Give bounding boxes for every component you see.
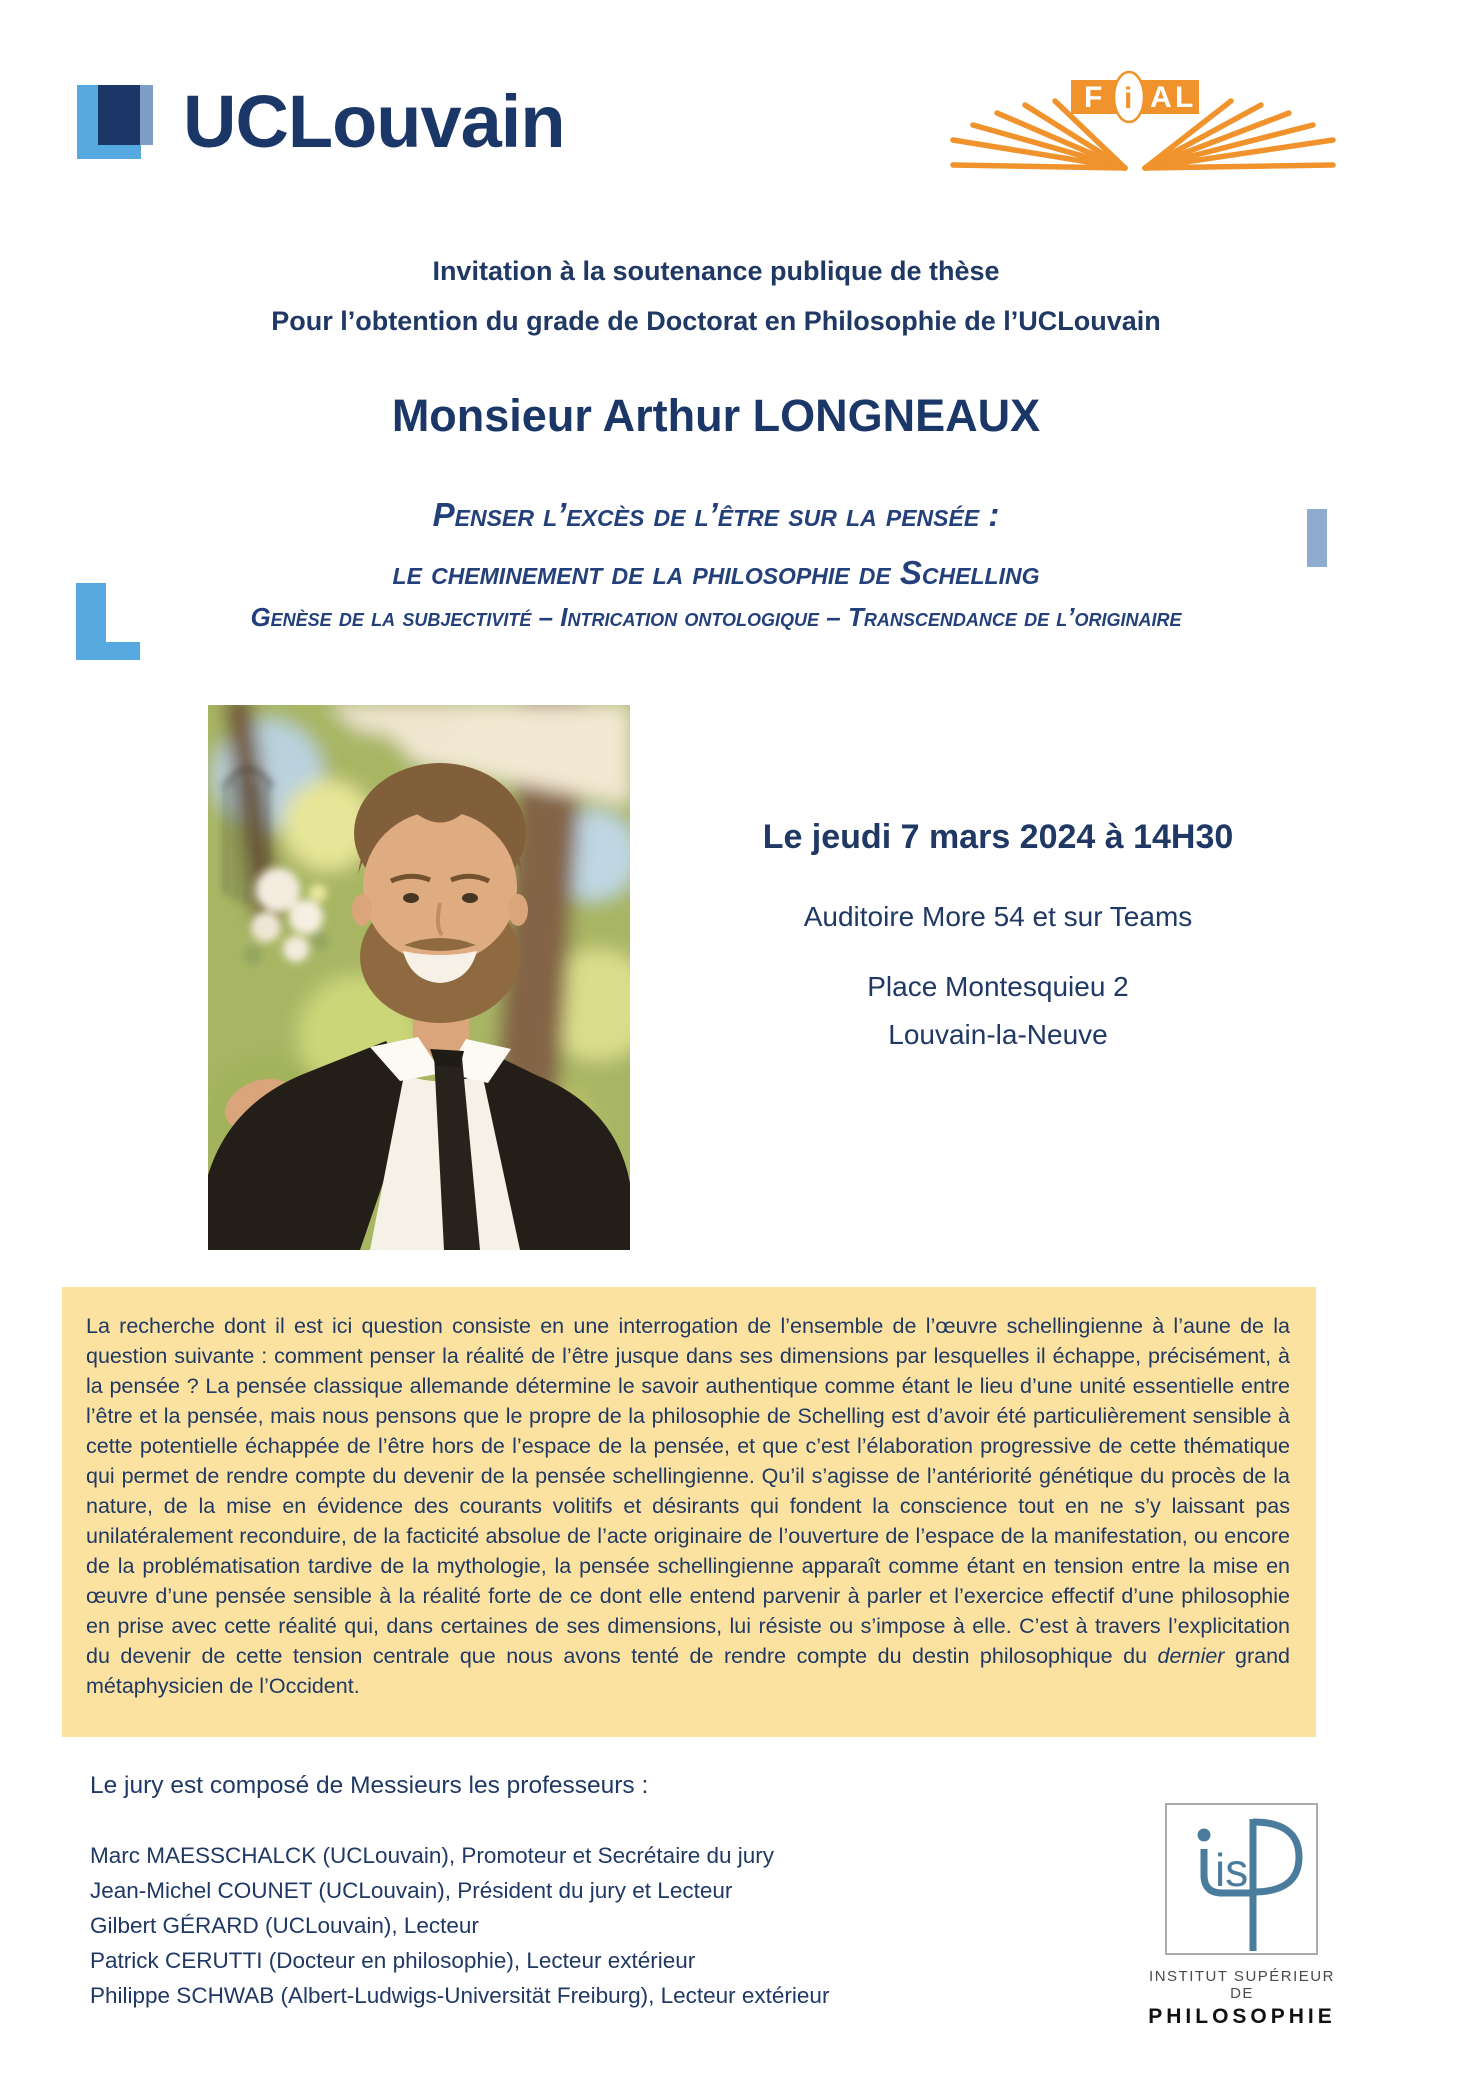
- event-address-street: Place Montesquieu 2: [867, 971, 1129, 1002]
- fial-logo: [946, 52, 1338, 174]
- jury-member: Jean-Michel COUNET (UCLouvain), Président du jury et Lecteur: [90, 1878, 733, 1903]
- jury-list: [90, 1838, 829, 2013]
- isp-caption-line-1: INSTITUT SUPÉRIEUR DE: [1149, 1968, 1335, 2002]
- jury-member: Philippe SCHWAB (Albert-Ludwigs-Universität Freiburg), Lecteur extérieur: [90, 1983, 830, 2008]
- decorative-l-foot: [76, 642, 140, 660]
- isp-caption-line-2: PHILOSOPHIE: [1148, 2005, 1336, 2028]
- event-venue: Auditoire More 54 et sur Teams: [803, 901, 1193, 932]
- event-datetime: Le jeudi 7 mars 2024 à 14H30: [762, 818, 1234, 856]
- isp-i-dot: [1198, 1829, 1211, 1842]
- fial-letter-a: A: [1150, 81, 1172, 114]
- invitation-line-1: Invitation à la soutenance publique de thèse: [432, 256, 1000, 286]
- decorative-blue-bar: [1307, 509, 1327, 567]
- isp-letter-s: is: [1215, 1844, 1249, 1896]
- uclouvain-logo: [77, 80, 637, 165]
- photo-warm-overlay: [208, 705, 630, 1250]
- abstract-text-tail: grand métaphysicien de l’Occident.: [86, 1644, 1290, 1698]
- event-address-city: Louvain-la-Neuve: [888, 1019, 1108, 1050]
- thesis-subtitle: Genèse de la subjectivité – Intrication ontologique – Transcendance de l’originaire: [250, 602, 1182, 632]
- candidate-name: Monsieur Arthur LONGNEAUX: [391, 390, 1041, 441]
- thesis-abstract: [62, 1287, 1316, 1737]
- isp-monogram: [1167, 1805, 1316, 1953]
- abstract-text: La recherche dont il est ici question consiste en une interrogation de l’ensemble de l’œuvre schellingienne à l’aune de la question suivante : comment penser la réalité de l’être jusque dans ses dimensions par lesquelles il échappe, précisément, à la pensée ? La pensée classique allemande détermine le savoir authentique comme étant le lieu d’une unité essentielle entre l’être et la pensée, mais nous pensons que le propre de la philosophie de Schelling est d’avoir été particulièrement sensible à cette potentielle échappée de l’être hors de l’espace de la pensée, et que c’est l’élaboration progressive de cette thématique qui permet de rendre compte du devenir de la pensée schellingienne. Qu’il s’agisse de l’antériorité génétique du procès de la nature, de la mise en évidence des courants volitifs et désirants qui fondent la conscience tout en ne s’y laissant pas unilatéralement reconduire, de la facticité absolue de l’acte originaire de l’ouverture de l’espace de la manifestation, ou encore de la problématisation tardive de la mythologie, la pensée schellingienne apparaît comme étant en tension entre la mise en œuvre d’une pensée sensible à la réalité forte de ce dont elle entend parvenir à parler et l’exercice effectif d’une philosophie en prise avec cette réalité qui, dans certaines de ses dimensions, lui résiste ou s’impose à elle. C’est à travers l’explicitation du devenir de cette tension centrale que nous avons tenté de rendre compte du destin philosophique du: [86, 1314, 1290, 1668]
- isp-p-bowl: [1253, 1822, 1299, 1892]
- jury-heading: Le jury est composé de Messieurs les professeurs :: [90, 1772, 649, 1799]
- decorative-l-shape: [76, 583, 140, 660]
- uclouvain-logo-midblue-square: [140, 85, 153, 145]
- fial-open-book-icon: [946, 52, 1338, 174]
- fial-letter-l: L: [1175, 81, 1194, 114]
- fial-letter-f: F: [1084, 81, 1103, 114]
- isp-captions: [1146, 1968, 1338, 2029]
- abstract-italic-word: dernier: [1157, 1644, 1225, 1668]
- fial-letter-i: i: [1124, 82, 1133, 115]
- thesis-title-line-1: Penser l’excès de l’être sur la pensée :: [432, 496, 1000, 533]
- candidate-photo: [208, 705, 630, 1250]
- uclouvain-logo-navy-square: [98, 85, 140, 145]
- jury-member: Patrick CERUTTI (Docteur en philosophie), Lecteur extérieur: [90, 1948, 696, 1973]
- jury-member: Gilbert GÉRARD (UCLouvain), Lecteur: [90, 1913, 479, 1938]
- portrait-illustration: [208, 705, 630, 1250]
- isp-logo: [1165, 1803, 1318, 1955]
- invitation-block: [0, 246, 1432, 346]
- invitation-line-2: Pour l’obtention du grade de Doctorat en Philosophie de l’UCLouvain: [271, 306, 1161, 336]
- jury-member: Marc MAESSCHALCK (UCLouvain), Promoteur et Secrétaire du jury: [90, 1843, 774, 1868]
- thesis-title-line-2: le cheminement de la philosophie de Schelling: [392, 554, 1040, 591]
- event-details: [640, 818, 1356, 1051]
- uclouvain-wordmark: UCLouvain: [183, 80, 565, 163]
